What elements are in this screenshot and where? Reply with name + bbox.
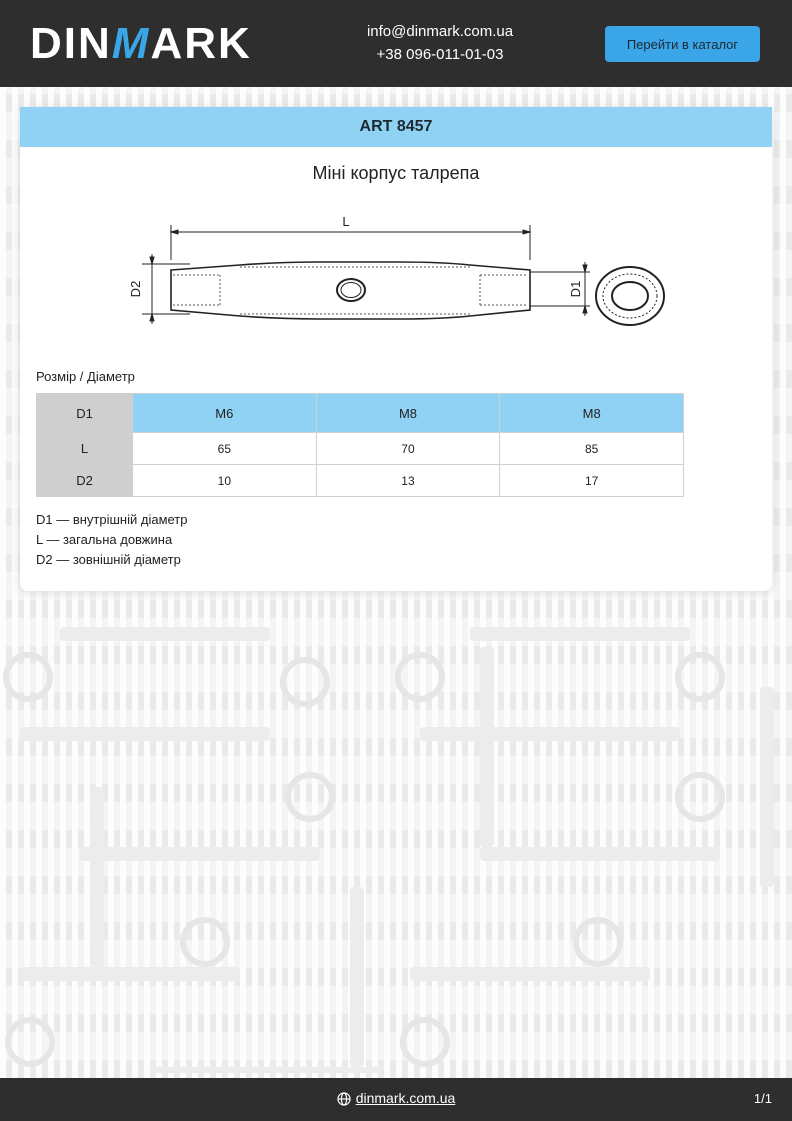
product-card	[20, 107, 772, 591]
dimension-label-length: L	[342, 214, 350, 229]
table-row	[37, 433, 684, 465]
dinmark-logo[interactable]: DINMARK	[30, 19, 252, 68]
specifications-table	[36, 393, 684, 497]
site-footer	[0, 1078, 792, 1121]
row-header: L	[37, 433, 133, 465]
table-cell: 17	[500, 465, 684, 497]
table-cell: 13	[316, 465, 500, 497]
turnbuckle-body-drawing	[120, 214, 600, 332]
page-number: 1/1	[753, 1091, 772, 1106]
contacts-block	[340, 20, 540, 66]
dimension-label-inner: D1	[568, 280, 583, 298]
table-cell: M8	[316, 394, 500, 433]
table-cell: 65	[133, 433, 317, 465]
table-cell: M6	[133, 394, 317, 433]
size-diameter-label: Розмір / Діаметр	[36, 369, 135, 384]
go-to-catalog-button[interactable]: Перейти в каталог	[605, 26, 760, 62]
site-header	[0, 0, 792, 87]
row-header: D1	[37, 394, 133, 433]
turnbuckle-end-view-drawing	[593, 264, 667, 328]
legend-item: L — загальна довжина	[36, 532, 173, 547]
footer-site	[0, 1090, 792, 1106]
legend-item: D1 — внутрішній діаметр	[36, 512, 188, 527]
table-row	[37, 465, 684, 497]
product-title: Міні корпус талрепа	[312, 163, 480, 183]
row-header: D2	[37, 465, 133, 497]
table-row	[37, 394, 684, 433]
table-cell: 85	[500, 433, 684, 465]
table-cell: 70	[316, 433, 500, 465]
table-cell: M8	[500, 394, 684, 433]
table-cell: 10	[133, 465, 317, 497]
contact-email[interactable]: info@dinmark.com.ua	[366, 23, 514, 40]
dimension-label-outer: D2	[128, 280, 143, 298]
globe-icon	[337, 1092, 351, 1106]
contact-phone[interactable]: +38 096-011-01-03	[376, 46, 504, 63]
site-link[interactable]: dinmark.com.ua	[355, 1090, 456, 1106]
legend-item: D2 — зовнішній діаметр	[36, 552, 181, 567]
article-number: ART 8457	[20, 107, 772, 147]
dimension-legend	[36, 510, 188, 570]
